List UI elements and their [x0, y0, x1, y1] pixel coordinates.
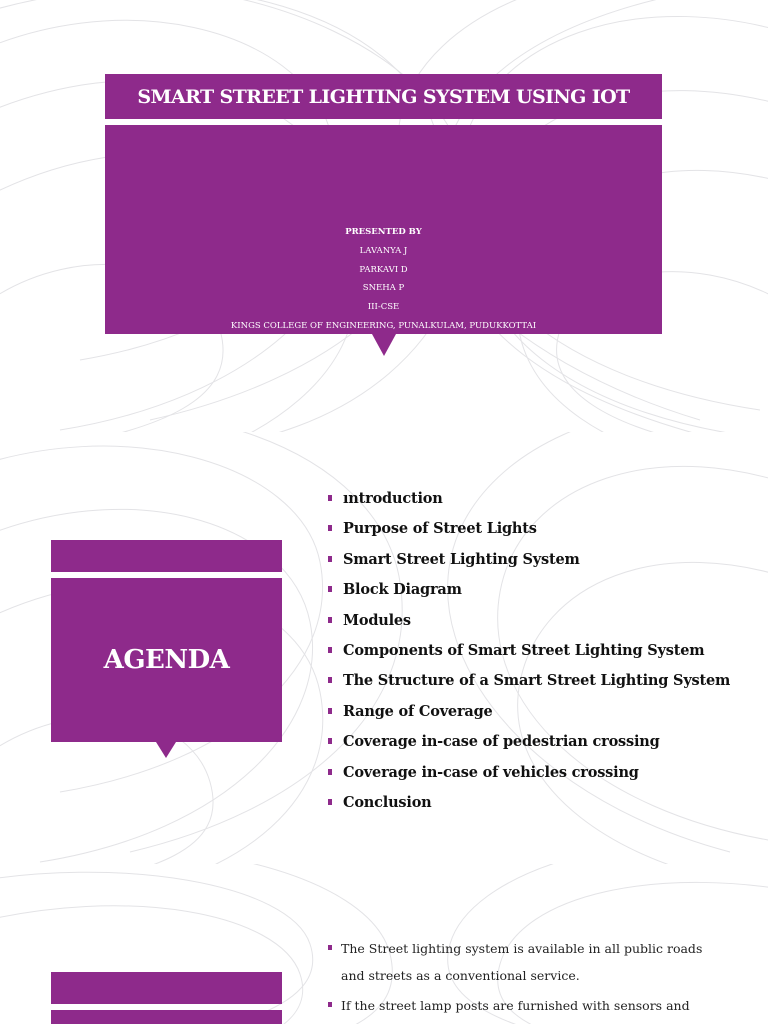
heading-panel [51, 1010, 282, 1024]
list-item: The Street lighting system is available in all public roads and streets as a conventional service. [327, 936, 707, 989]
list-item: ıntroduction [327, 488, 730, 518]
credits-block [105, 223, 662, 336]
list-item: If the street lamp posts are furnished with sensors and [327, 993, 707, 1020]
list-item: The Structure of a Smart Street Lighting System [327, 670, 730, 700]
member-name: LAVANYA J [359, 245, 408, 256]
title-slide [0, 0, 768, 432]
list-item: Conclusion [327, 792, 730, 822]
slide-title: SMART STREET LIGHTING SYSTEM USING IOT [105, 74, 662, 119]
member-name: PARKAVI D [359, 264, 408, 275]
heading-strip [51, 972, 282, 1004]
introduction-slide [0, 864, 768, 1024]
callout-pointer [156, 742, 176, 758]
list-item: Purpose of Street Lights [327, 518, 730, 548]
class-label: III-CSE [367, 302, 400, 313]
list-item: Smart Street Lighting System [327, 549, 730, 579]
list-item: Range of Coverage [327, 701, 730, 731]
college-label: KINGS COLLEGE OF ENGINEERING, PUNALKULAM, PUDUKKOTTAI [230, 320, 537, 331]
list-item: Coverage in-case of vehicles crossing [327, 762, 730, 792]
member-name: SNEHA P [362, 283, 405, 294]
list-item: Block Diagram [327, 579, 730, 609]
agenda-list [327, 488, 730, 822]
presented-by-label: PRESENTED BY [345, 227, 422, 237]
intro-bullets [327, 936, 707, 1024]
list-item: Components of Smart Street Lighting System [327, 640, 730, 670]
list-item: Coverage in-case of pedestrian crossing [327, 731, 730, 761]
callout-pointer [372, 334, 396, 356]
agenda-slide [0, 432, 768, 864]
agenda-heading: AGENDA [51, 578, 282, 742]
title-panel [105, 125, 662, 334]
list-item: Modules [327, 610, 730, 640]
heading-strip [51, 540, 282, 572]
